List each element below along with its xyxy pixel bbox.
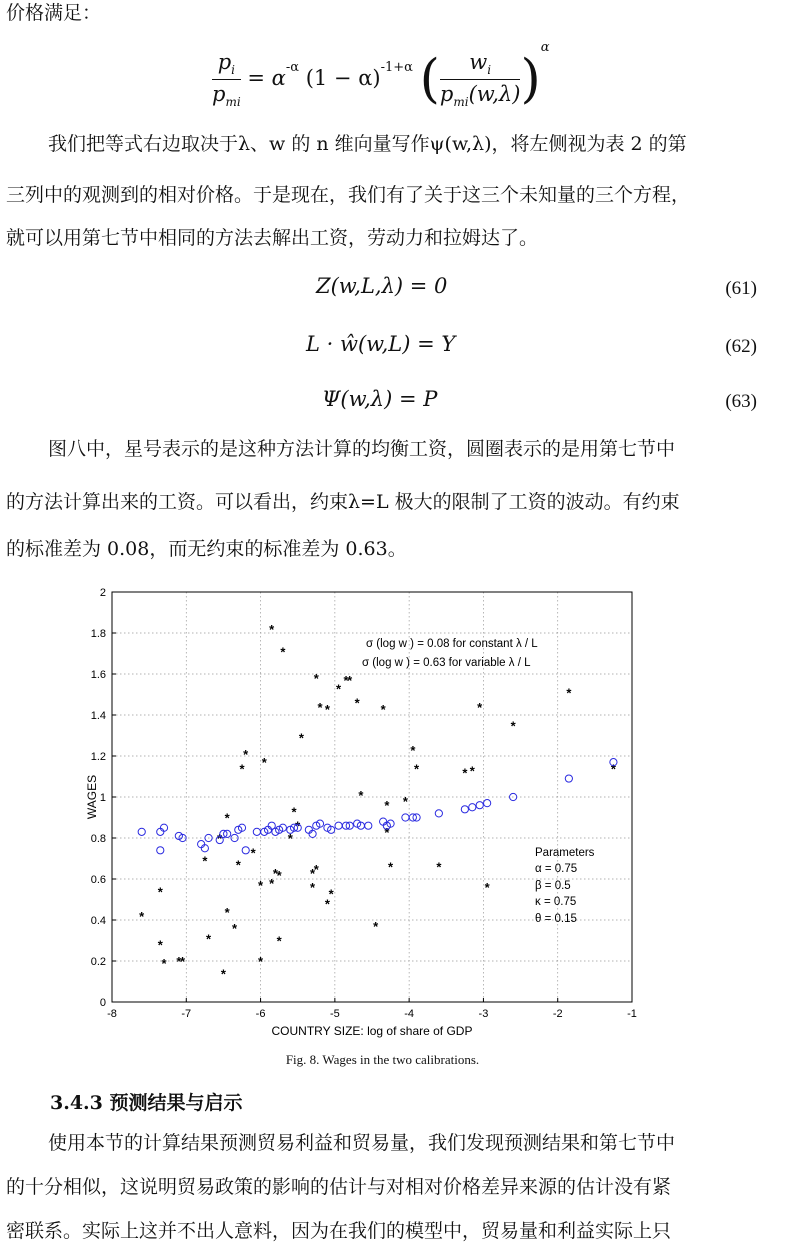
star-point: * xyxy=(139,908,145,924)
equation-63: Ψ(w,λ) = P xyxy=(322,387,438,411)
y-tick-label: 0.4 xyxy=(90,915,106,927)
circle-point xyxy=(435,810,442,817)
rhs-denominator-sub: mi xyxy=(453,95,469,110)
param-alpha: α = 0.75 xyxy=(535,863,578,875)
star-point: * xyxy=(239,761,245,777)
star-point: * xyxy=(280,644,286,660)
param-theta: θ = 0.15 xyxy=(535,913,577,925)
paren-exponent: -1+α xyxy=(380,60,413,76)
star-point: * xyxy=(610,761,616,777)
star-point: * xyxy=(313,861,319,877)
y-tick-label: 1.8 xyxy=(90,628,106,640)
circle-point xyxy=(335,822,342,829)
para2-line3: 的标准差为 0.08，而无约束的标准差为 0.63。 xyxy=(6,538,407,560)
star-point: * xyxy=(388,859,394,875)
x-tick-label: -2 xyxy=(552,1008,563,1020)
equation-63-number: (63) xyxy=(725,391,757,412)
star-point: * xyxy=(384,824,390,840)
star-point: * xyxy=(261,755,267,771)
circle-point xyxy=(469,804,476,811)
star-point: * xyxy=(402,794,408,810)
star-point: * xyxy=(317,699,323,715)
para3-line2: 的十分相似，这说明贸易政策的影响的估计与对相对价格差异来源的估计没有紧 xyxy=(6,1176,672,1198)
star-point: * xyxy=(324,896,330,912)
equation-61: Z(w,L,λ) = 0 xyxy=(316,274,448,298)
outer-exponent: α xyxy=(540,40,550,56)
circle-point xyxy=(402,814,409,821)
star-point: * xyxy=(269,876,275,892)
star-point: * xyxy=(176,954,182,969)
circle-point xyxy=(461,806,468,813)
star-point: * xyxy=(310,865,316,881)
star-point: * xyxy=(206,931,212,947)
para1-line3: 就可以用第七节中相同的方法去解出工资，劳动力和拉姆达了。 xyxy=(6,227,539,249)
star-point: * xyxy=(328,886,334,902)
para1-line1: 我们把等式右边取决于λ、w 的 n 维向量写作ψ(w,λ)，将左侧视为表 2 的第 xyxy=(48,133,687,155)
y-tick-label: 1.4 xyxy=(90,710,106,722)
lhs-numerator-sub: i xyxy=(231,63,235,78)
star-point: * xyxy=(566,685,572,701)
circle-point xyxy=(365,822,372,829)
star-point: * xyxy=(347,673,353,689)
lhs-numerator: p xyxy=(217,50,232,74)
star-point: * xyxy=(291,804,297,820)
lhs-denominator-sub: mi xyxy=(225,95,241,110)
x-tick-label: -4 xyxy=(404,1008,415,1020)
star-point: * xyxy=(157,884,163,900)
star-point: * xyxy=(436,859,442,875)
star-point: * xyxy=(287,831,293,846)
star-point: * xyxy=(217,831,223,846)
para2-line2: 的方法计算出来的工资。可以看出，约束λ=L 极大的限制了工资的波动。有约束 xyxy=(6,491,680,513)
lhs-denominator: p xyxy=(212,82,226,107)
star-point: * xyxy=(243,746,249,762)
rhs-numerator: w xyxy=(469,50,488,74)
star-point: * xyxy=(224,904,230,920)
star-point: * xyxy=(269,621,275,637)
star-point: * xyxy=(354,695,360,711)
star-point: * xyxy=(358,787,364,803)
equation-62: L · ŵ(w,L) = Y xyxy=(306,332,456,356)
star-point: * xyxy=(462,765,468,781)
star-point: * xyxy=(220,966,226,982)
chart-ticks xyxy=(91,587,637,1020)
lhs-fraction xyxy=(212,50,241,109)
equation-61-number: (61) xyxy=(725,278,757,299)
figure-caption: Fig. 8. Wages in the two calibrations. xyxy=(285,1052,480,1067)
x-tick-label: -3 xyxy=(478,1008,489,1020)
star-point: * xyxy=(477,699,483,715)
one-minus-alpha: (1 − α) xyxy=(305,66,381,91)
para1-line2: 三列中的观测到的相对价格。于是现在，我们有了关于这三个未知量的三个方程， xyxy=(6,184,691,206)
x-axis-label: COUNTRY SIZE: log of share of GDP xyxy=(271,1024,473,1038)
star-point: * xyxy=(410,742,416,758)
y-tick-label: 1.6 xyxy=(90,669,106,681)
y-tick-label: 0 xyxy=(99,997,106,1009)
star-point: * xyxy=(258,878,264,894)
y-tick-label: 1.2 xyxy=(90,751,106,763)
rhs-numerator-sub: i xyxy=(487,63,492,78)
y-axis-label: WAGES xyxy=(85,774,99,820)
circle-point xyxy=(253,828,260,835)
star-point: * xyxy=(310,880,316,896)
x-tick-label: -5 xyxy=(329,1008,340,1020)
star-point: * xyxy=(161,956,167,972)
star-point: * xyxy=(157,937,163,953)
circle-point xyxy=(138,828,145,835)
para3-line3: 密联系。实际上这并不出人意料，因为在我们的模型中，贸易量和利益实际上只 xyxy=(6,1220,672,1242)
params-title: Parameters xyxy=(535,847,595,859)
y-tick-label: 1 xyxy=(99,792,106,804)
y-tick-label: 0.6 xyxy=(90,874,106,886)
equation-62-number: (62) xyxy=(725,336,757,357)
equals-sign: = xyxy=(247,66,265,91)
rhs-denominator-arg: (w,λ) xyxy=(468,82,521,107)
circle-point xyxy=(242,847,249,854)
star-point: * xyxy=(336,681,342,697)
star-point: * xyxy=(298,730,304,746)
x-tick-label: -1 xyxy=(627,1008,637,1020)
star-point: * xyxy=(295,818,301,834)
star-point: * xyxy=(313,671,319,687)
intro-text: 价格满足： xyxy=(6,2,102,24)
param-beta: β = 0.5 xyxy=(535,880,571,892)
annotation-constant: σ (log w ) = 0.08 for constant λ / L xyxy=(366,638,538,650)
para2-line1: 图八中，星号表示的是这种方法计算的均衡工资，圆圈表示的是用第七节中 xyxy=(48,438,676,460)
alpha-exponent: -α xyxy=(285,60,300,76)
star-point: * xyxy=(232,921,238,937)
y-tick-label: 0.8 xyxy=(90,833,106,845)
star-point: * xyxy=(224,810,230,826)
rhs-fraction xyxy=(440,50,521,109)
circle-point xyxy=(484,800,491,807)
star-point: * xyxy=(235,857,241,873)
star-point: * xyxy=(343,673,349,689)
star-point: * xyxy=(180,954,186,969)
star-point: * xyxy=(373,919,379,935)
circle-point xyxy=(157,847,164,854)
star-point: * xyxy=(202,853,208,869)
star-point: * xyxy=(258,954,264,969)
star-point: * xyxy=(469,763,475,779)
star-point: * xyxy=(510,718,516,734)
star-point: * xyxy=(324,701,330,717)
circle-point xyxy=(476,802,483,809)
star-point: * xyxy=(276,867,282,883)
chart-points xyxy=(138,622,617,981)
x-tick-label: -7 xyxy=(181,1008,192,1020)
y-tick-label: 2 xyxy=(99,587,106,599)
section-heading: 3.4.3 预测结果与启示 xyxy=(50,1092,243,1114)
rhs-denominator: p xyxy=(439,82,454,107)
x-tick-label: -6 xyxy=(255,1008,266,1020)
star-point: * xyxy=(250,845,256,861)
wages-scatter-chart xyxy=(85,580,650,1040)
annotation-variable: σ (log w ) = 0.63 for variable λ / L xyxy=(362,657,531,669)
star-point: * xyxy=(414,761,420,777)
y-tick-label: 0.2 xyxy=(90,956,106,968)
price-ratio-equation: $\frac{p_i}{p_{mi}}$ = $\alpha^{-\alpha}$ $(1 - \alpha)^{-1+\alpha}$ ( $\frac{w_i}{p_{mi}(w,\lambda)}$ )$^\alpha$ xyxy=(212,40,550,110)
alpha-symbol: α xyxy=(271,66,286,91)
star-point: * xyxy=(384,798,390,814)
circle-point xyxy=(565,775,572,782)
x-tick-label: -8 xyxy=(107,1008,117,1020)
param-kappa: κ = 0.75 xyxy=(535,896,577,908)
chart-grid xyxy=(112,592,632,1002)
star-point: * xyxy=(272,865,278,881)
star-point: * xyxy=(380,701,386,717)
star-point: * xyxy=(276,933,282,949)
star-point: * xyxy=(484,880,490,896)
para3-line1: 使用本节的计算结果预测贸易利益和贸易量，我们发现预测结果和第七节中 xyxy=(48,1132,676,1154)
